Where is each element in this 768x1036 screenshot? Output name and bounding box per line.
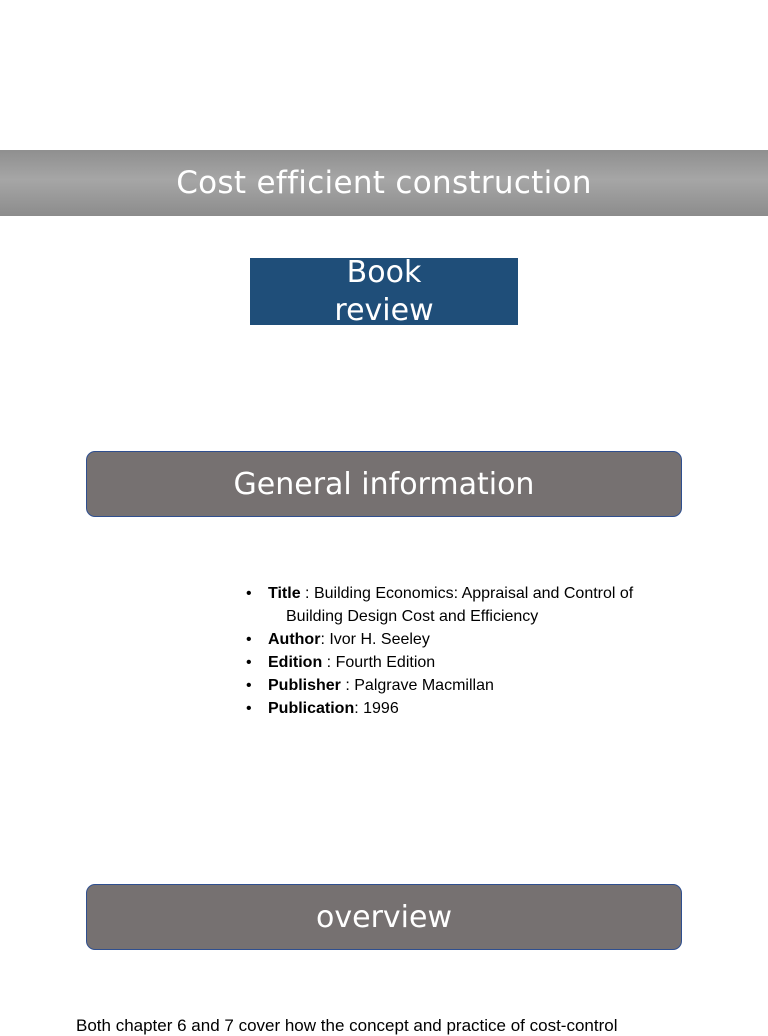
page-title: Cost efficient construction	[176, 165, 592, 201]
value-title-line-1: Building Economics: Appraisal and Control of	[313, 585, 634, 602]
sep-author: :	[320, 631, 330, 648]
list-item-publication	[246, 697, 686, 720]
value-author: Ivor H. Seeley	[329, 631, 430, 648]
label-edition: Edition	[268, 654, 323, 671]
value-publisher: Palgrave Macmillan	[354, 677, 494, 694]
label-title: Title	[268, 585, 301, 602]
sep-publisher: :	[340, 677, 355, 694]
overview-heading: overview	[316, 899, 452, 935]
book-review-badge	[250, 254, 518, 328]
general-information-header	[86, 451, 682, 517]
label-publisher: Publisher	[268, 677, 341, 694]
list-item-author	[246, 628, 686, 651]
value-title-line-2: Building Design Cost and Efficiency	[286, 608, 539, 625]
badge-line-1: Book	[346, 254, 422, 290]
label-publication: Publication	[268, 700, 355, 717]
overview-header	[86, 884, 682, 950]
sep-title: :	[300, 585, 314, 602]
book-info-list	[246, 582, 686, 720]
general-information-heading: General information	[233, 466, 535, 502]
value-publication: 1996	[363, 700, 399, 717]
title-banner	[0, 150, 768, 216]
list-item-publisher	[246, 674, 686, 697]
sep-edition: :	[322, 654, 336, 671]
list-item-edition	[246, 651, 686, 674]
overview-text-partial: Both chapter 6 and 7 cover how the concept and practice of cost-control	[76, 1016, 618, 1035]
list-item-title	[246, 582, 686, 628]
label-author: Author	[268, 631, 321, 648]
badge-line-2: review	[334, 292, 434, 328]
value-edition: Fourth Edition	[335, 654, 436, 671]
sep-publication: :	[354, 700, 364, 717]
